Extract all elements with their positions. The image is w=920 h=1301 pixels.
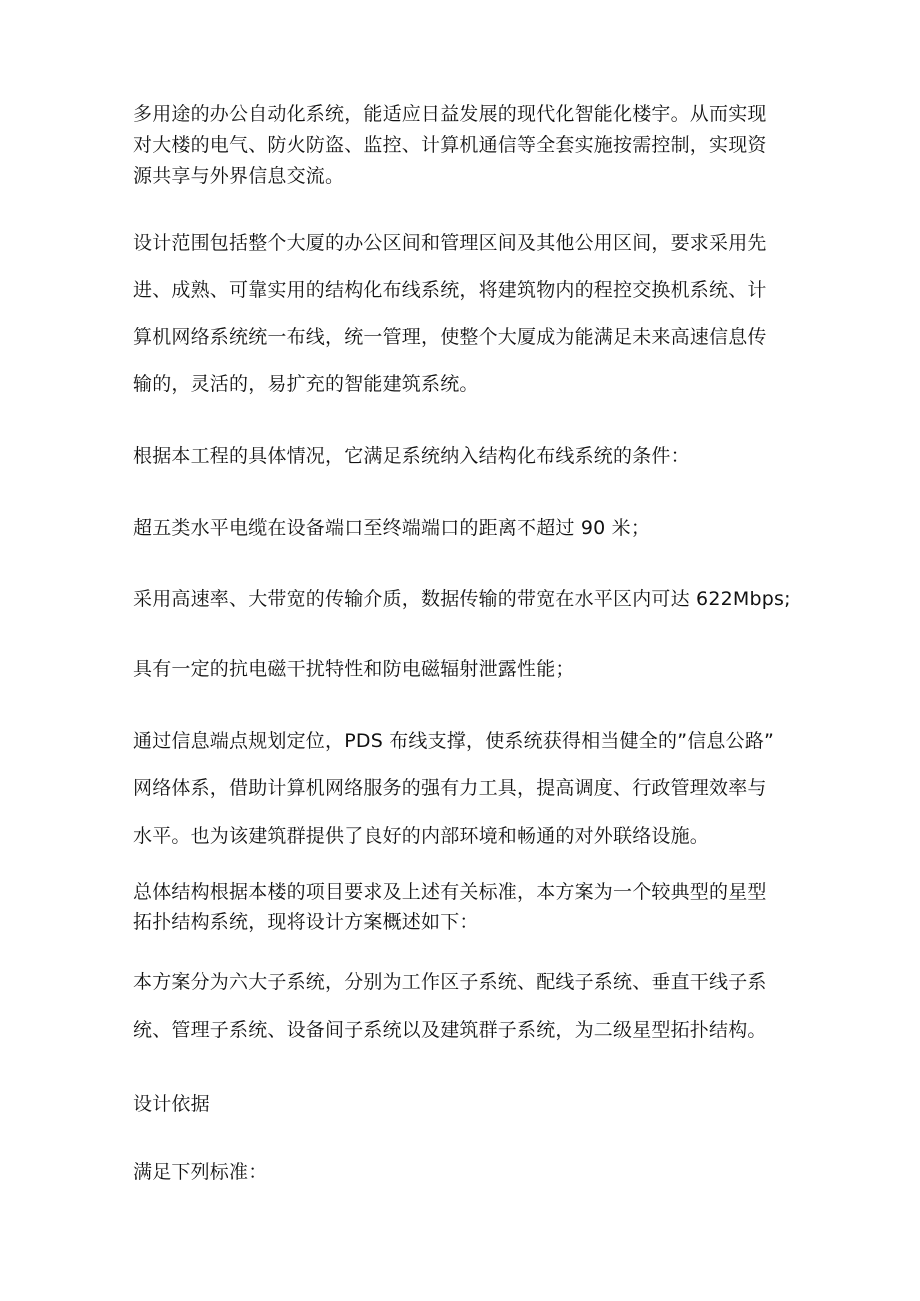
paragraph-9-line-1: 本方案分为六大子系统，分别为工作区子系统、配线子系统、垂直干线子系: [133, 971, 767, 993]
paragraph-2-line-1: 设计范围包括整个大厦的办公区间和管理区间及其他公用区间，要求采用先: [133, 232, 767, 254]
paragraph-1-line-1: 多用途的办公自动化系统，能适应日益发展的现代化智能化楼宇。从而实现: [133, 103, 767, 125]
paragraph-8-line-2: 拓扑结构系统，现将设计方案概述如下：: [133, 911, 479, 933]
paragraph-7-line-2: 网络体系，借助计算机网络服务的强有力工具，提高调度、行政管理效率与: [133, 777, 767, 799]
paragraph-7-line-3: 水平。也为该建筑群提供了良好的内部环境和畅通的对外联络设施。: [133, 825, 710, 847]
paragraph-7-line-1: 通过信息端点规划定位，PDS 布线支撑，使系统获得相当健全的”信息公路”: [133, 730, 775, 752]
paragraph-1-line-3: 源共享与外界信息交流。: [133, 165, 345, 187]
paragraph-4-line-1: 超五类水平电缆在设备端口至终端端口的距离不超过 90 米；: [133, 517, 651, 539]
paragraph-1-line-2: 对大楼的电气、防火防盗、监控、计算机通信等全套实施按需控制，实现资: [133, 134, 767, 156]
paragraph-2-line-2: 进、成熟、可靠实用的结构化布线系统，将建筑物内的程控交换机系统、计: [133, 279, 767, 301]
paragraph-2-line-3: 算机网络系统统一布线，统一管理，使整个大厦成为能满足未来高速信息传: [133, 326, 767, 348]
paragraph-9-line-2: 统、管理子系统、设备间子系统以及建筑群子系统，为二级星型拓扑结构。: [133, 1019, 767, 1041]
paragraph-standards-intro: 满足下列标准：: [133, 1161, 268, 1183]
paragraph-5-line-1: 采用高速率、大带宽的传输介质，数据传输的带宽在水平区内可达 622Mbps;: [133, 588, 791, 610]
paragraph-8-line-1: 总体结构根据本楼的项目要求及上述有关标准，本方案为一个较典型的星型: [133, 881, 767, 903]
section-heading-design-basis: 设计依据: [133, 1093, 210, 1115]
paragraph-6-line-1: 具有一定的抗电磁干扰特性和防电磁辐射泄露性能；: [133, 658, 575, 680]
paragraph-3-line-1: 根据本工程的具体情况，它满足系统纳入结构化布线系统的条件：: [133, 445, 690, 467]
paragraph-2-line-4: 输的，灵活的，易扩充的智能建筑系统。: [133, 373, 479, 395]
